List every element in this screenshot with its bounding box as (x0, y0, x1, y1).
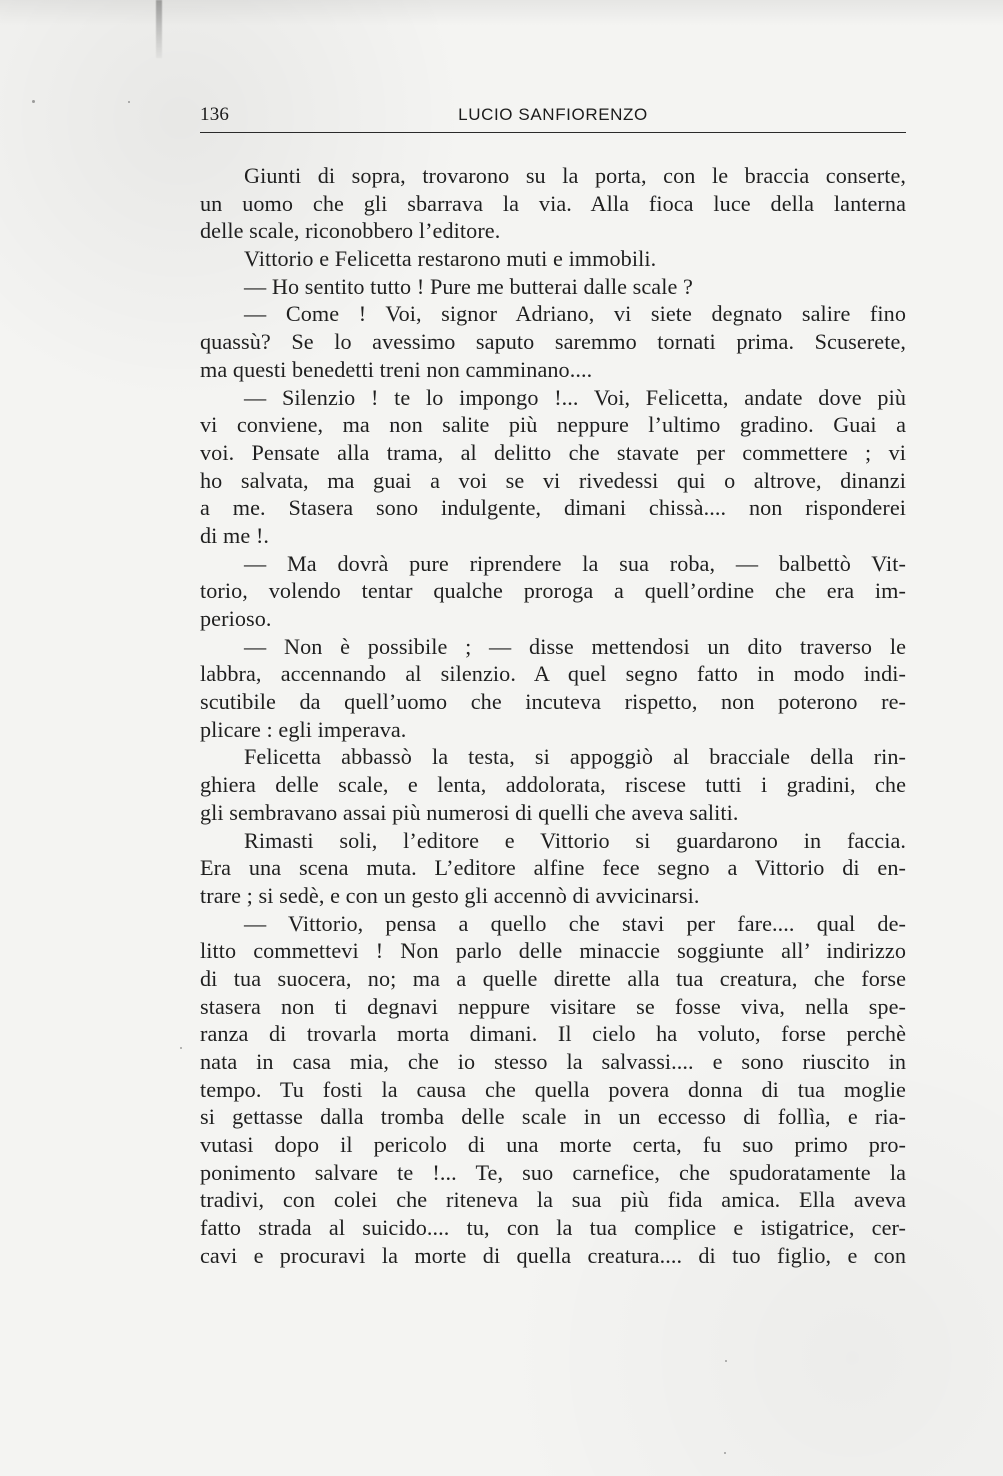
text-line: plicare : egli imperava. (200, 716, 407, 742)
scan-speck (32, 100, 35, 103)
scan-speck (725, 1360, 727, 1362)
text-line: di me !. (200, 522, 270, 548)
text-line: ghiera delle scale, e lenta, addolorata, riscese tutti i gradini, che (200, 772, 906, 798)
text-line: torio, volendo tentar qualche proroga a quell’ordine che era im- (200, 578, 906, 604)
text-line: voi. Pensate alla trama, al delitto che stavate per commettere ; vi (200, 439, 906, 465)
text-line: Rimasti soli, l’editore e Vittorio si guardarono in faccia. (244, 827, 906, 853)
text-line: Vittorio e Felicetta restarono muti e immobili. (244, 246, 657, 272)
running-title: LUCIO SANFIORENZO (458, 105, 648, 124)
text-line: — Vittorio, pensa a quello che stavi per fare.... qual de- (244, 910, 906, 936)
text-line: — Come ! Voi, signor Adriano, vi siete degnato salire fino (244, 301, 906, 327)
text-line: stasera non ti degnavi neppure visitare se fosse viva, nella spe- (200, 993, 906, 1019)
text-line: gli sembravano assai più numerosi di quelli che aveva saliti. (200, 799, 739, 825)
scan-shadow (0, 0, 1003, 26)
text-line: scutibile da quell’uomo che incuteva rispetto, non poterono re- (200, 689, 906, 715)
text-line: perioso. (200, 606, 272, 631)
text-line: ma questi benedetti treni non camminano.... (200, 356, 593, 382)
text-line: Era una scena muta. L’editore alfine fece segno a Vittorio di en- (200, 855, 906, 881)
text-line: ho salvata, ma guai a voi se vi rivedessi qui o altrove, dinanzi (200, 467, 906, 493)
page-header (200, 104, 906, 136)
header-rule (200, 132, 906, 133)
text-line: fatto strada al suicido.... tu, con la tua complice e istigatrice, cer- (200, 1215, 906, 1241)
text-line: vutasi dopo il pericolo di una morte certa, fu suo primo pro- (200, 1132, 906, 1158)
text-line: tempo. Tu fosti la causa che quella povera donna di tua moglie (200, 1076, 906, 1102)
text-line: delle scale, riconobbero l’editore. (200, 218, 501, 244)
page-number: 136 (200, 104, 230, 125)
body-text (200, 162, 906, 1342)
text-line: vi conviene, ma non salite più neppure l’ultimo gradino. Guai a (200, 412, 906, 438)
scan-speck (180, 1047, 182, 1049)
text-line: ponimento salvare te !... Te, suo carnefice, che spudoratamente la (200, 1159, 906, 1185)
text-line: a me. Stasera sono indulgente, dimani chissà.... non risponderei (200, 495, 906, 521)
text-line: — Silenzio ! te lo impongo !... Voi, Felicetta, andate dove più (244, 384, 906, 410)
text-line: litto commettevi ! Non parlo delle minaccie soggiunte all’ indirizzo (200, 938, 906, 964)
text-line: Giunti di sopra, trovarono su la porta, con le braccia conserte, (244, 163, 906, 188)
text-line: quassù? Se lo avessimo saputo saremmo tornati prima. Scuserete, (200, 329, 906, 355)
text-line: labbra, accennando al silenzio. A quel segno fatto in modo indi- (200, 661, 906, 687)
text-line: — Ho sentito tutto ! Pure me butterai dalle scale ? (244, 273, 693, 299)
text-line: Felicetta abbassò la testa, si appoggiò al bracciale della rin- (244, 744, 906, 770)
text-line: tradivi, con colei che riteneva la sua più fida amica. Ella aveva (200, 1187, 906, 1213)
text-line: — Non è possibile ; — disse mettendosi un dito traverso le (244, 633, 906, 659)
text-line: cavi e procuravi la morte di quella creatura.... di tuo figlio, e con (200, 1242, 906, 1268)
text-line: un uomo che gli sbarrava la via. Alla fioca luce della lanterna (200, 190, 906, 216)
text-line: — Ma dovrà pure riprendere la sua roba, — balbettò Vit- (244, 550, 906, 576)
text-line: trare ; si sedè, e con un gesto gli accennò di avvicinarsi. (200, 882, 700, 908)
text-line: nata in casa mia, che io stesso la salvassi.... e sono riuscito in (200, 1049, 906, 1074)
text-line: ranza di trovarla morta dimani. Il cielo ha voluto, forse perchè (200, 1021, 906, 1047)
text-line: si gettasse dalla tromba delle scale in un eccesso di follìa, e ria- (200, 1104, 906, 1130)
text-line: di tua suocera, no; ma a quelle dirette alla tua creatura, che forse (200, 965, 906, 991)
scan-speck (128, 101, 130, 103)
scan-mark (156, 0, 162, 58)
scan-speck (724, 1452, 726, 1454)
